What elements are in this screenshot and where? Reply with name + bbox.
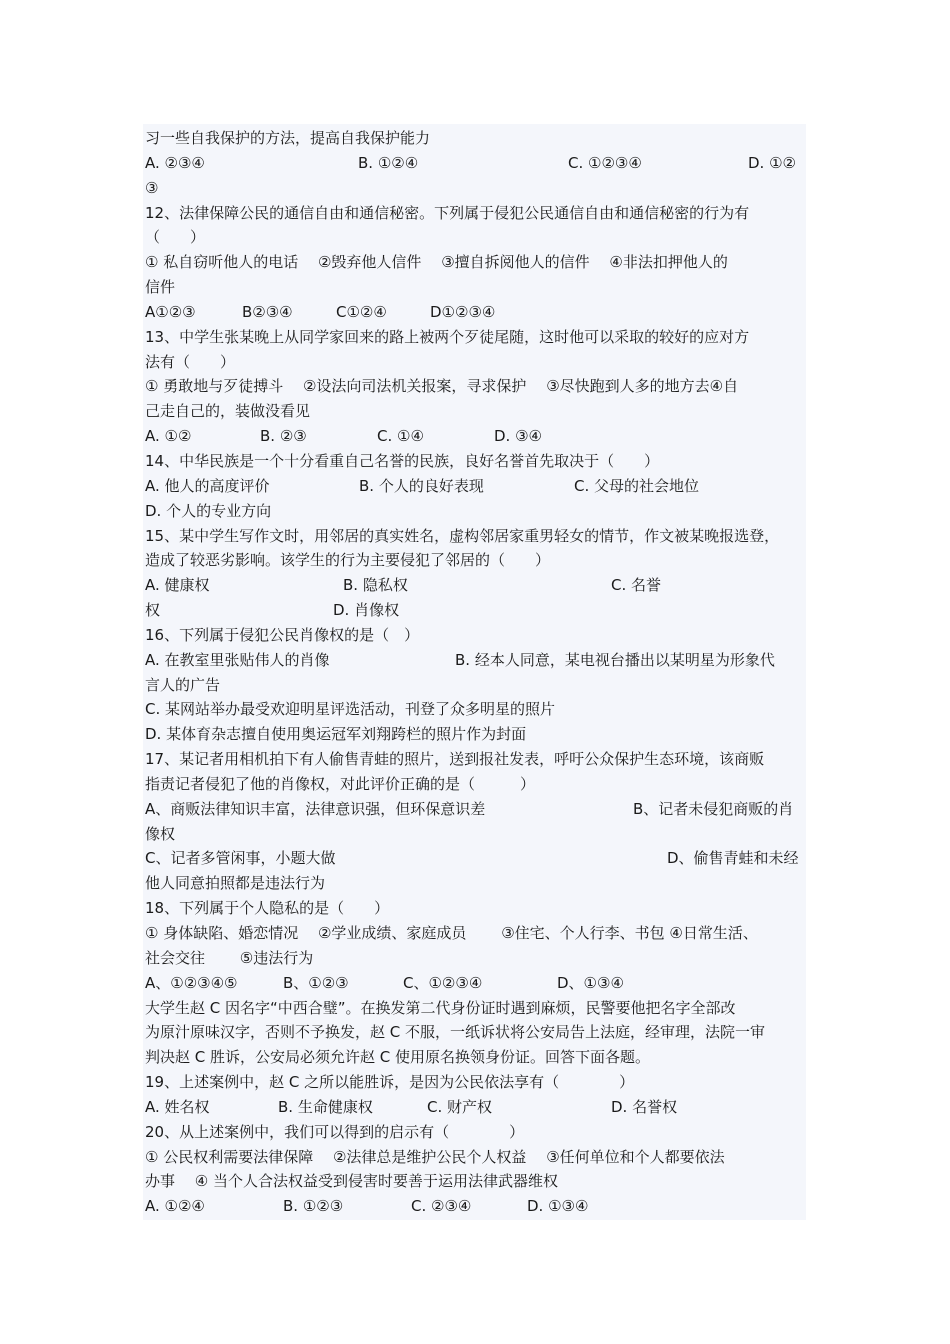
- line-text: 13、中学生张某晚上从同学家回来的路上被两个歹徒尾随，这时他可以采取的较好的应对方: [145, 327, 750, 346]
- option-text: C. ①④: [377, 427, 424, 446]
- option-text: D. ①③④: [527, 1197, 589, 1216]
- line-text: 法有（ ）: [145, 352, 236, 371]
- text-line: [145, 399, 813, 424]
- line-text: D. 个人的专业方向: [145, 501, 272, 520]
- line-text: 社会交往 ⑤违法行为: [145, 948, 314, 967]
- option-text: C. ②③④: [411, 1197, 472, 1216]
- option-text: B. 个人的良好表现: [359, 476, 484, 495]
- line-text: 信件: [145, 278, 176, 297]
- line-text: ① 私自窃听他人的电话 ②毁弃他人信件 ③擅自拆阅他人的信件 ④非法扣押他人的: [145, 253, 728, 272]
- option-text: C、①②③④: [403, 973, 483, 992]
- text-line: [145, 374, 813, 399]
- text-line: [145, 524, 813, 549]
- line-text: 14、中华民族是一个十分看重自己名誉的民族，良好名誉首先取决于（ ）: [145, 451, 660, 470]
- line-text: 言人的广告: [145, 675, 221, 694]
- line-text: C. 某网站举办最受欢迎明星评选活动，刊登了众多明星的照片: [145, 700, 556, 719]
- text-line: [145, 1020, 813, 1045]
- line-text: 15、某中学生写作文时，用邻居的真实姓名，虚构邻居家重男轻女的情节，作文被某晚报选登，: [145, 526, 780, 545]
- text-line: [145, 623, 813, 648]
- line-text: 大学生赵 C 因名字“中西合璧”。在换发第二代身份证时遇到麻烦，民警要他把名字全部改: [145, 998, 736, 1017]
- option-text: A. ②③④: [145, 153, 205, 172]
- question-text: [145, 126, 813, 1219]
- text-line: [145, 300, 813, 325]
- text-line: [145, 1194, 813, 1219]
- text-line: [145, 1120, 813, 1145]
- text-line: [145, 846, 813, 871]
- text-line: [145, 225, 813, 250]
- text-line: [145, 673, 813, 698]
- line-text: 指责记者侵犯了他的肖像权，对此评价正确的是（ ）: [145, 774, 536, 793]
- option-text: C. ①②③④: [568, 153, 642, 172]
- line-text: 20、从上述案例中，我们可以得到的启示有（ ）: [145, 1122, 525, 1141]
- option-text: B. 隐私权: [343, 576, 408, 595]
- text-line: [145, 797, 813, 822]
- text-line: [145, 499, 813, 524]
- option-text: A. 他人的高度评价: [145, 476, 270, 495]
- line-text: D. 某体育杂志擅自使用奥运冠军刘翔跨栏的照片作为封面: [145, 725, 527, 744]
- option-text: A. 姓名权: [145, 1097, 210, 1116]
- text-line: [145, 573, 813, 598]
- option-text: D、偷售青蛙和未经: [667, 849, 799, 868]
- option-text: B. ①②③: [283, 1197, 344, 1216]
- option-text: A. ①②: [145, 427, 192, 446]
- text-line: [145, 275, 813, 300]
- line-text: 16、下列属于侵犯公民肖像权的是（ ）: [145, 625, 420, 644]
- option-text: B. 经本人同意，某电视台播出以某明星为形象代: [455, 650, 775, 669]
- text-line: [145, 946, 813, 971]
- text-line: [145, 871, 813, 896]
- option-text: B、①②③: [283, 973, 349, 992]
- text-line: [145, 151, 813, 176]
- text-line: [145, 971, 813, 996]
- option-text: D. ①②: [748, 153, 796, 172]
- option-text: C. 父母的社会地位: [574, 476, 700, 495]
- option-text: B、记者未侵犯商贩的肖: [633, 799, 794, 818]
- option-text: C. 名誉: [611, 576, 662, 595]
- option-text: D. 名誉权: [611, 1097, 678, 1116]
- line-text: 判决赵 C 胜诉，公安局必须允许赵 C 使用原名换领身份证。回答下面各题。: [145, 1048, 651, 1067]
- line-text: 像权: [145, 824, 176, 843]
- text-line: [145, 1169, 813, 1194]
- text-line: [145, 921, 813, 946]
- option-text: C、记者多管闲事，小题大做: [145, 849, 336, 868]
- line-text: ① 身体缺陷、婚恋情况 ②学业成绩、家庭成员 ③住宅、个人行李、书包 ④日常生活、: [145, 924, 758, 942]
- text-line: [145, 896, 813, 921]
- option-text: A. ①②④: [145, 1197, 205, 1216]
- text-line: [145, 1145, 813, 1170]
- line-text: （ ）: [145, 228, 206, 247]
- option-text: C①②④: [336, 302, 387, 321]
- line-text: 19、上述案例中，赵 C 之所以能胜诉，是因为公民依法享有（ ）: [145, 1073, 635, 1092]
- option-text: B②③④: [242, 302, 293, 321]
- line-text: 习一些自我保护的方法，提高自我保护能力: [145, 129, 431, 147]
- text-line: [145, 1045, 813, 1070]
- text-line: [145, 126, 813, 151]
- option-text: A. 在教室里张贴伟人的肖像: [145, 650, 330, 669]
- text-line: [145, 325, 813, 350]
- option-text: D. 肖像权: [333, 601, 400, 620]
- option-text: A. 健康权: [145, 576, 210, 595]
- option-text: B. ①②④: [358, 153, 419, 172]
- option-text: A①②③: [145, 302, 196, 321]
- text-line: [145, 449, 813, 474]
- text-line: [145, 250, 813, 275]
- line-text: 造成了较恶劣影响。该学生的行为主要侵犯了邻居的（ ）: [145, 551, 551, 570]
- line-text: ① 公民权利需要法律保障 ②法律总是维护公民个人权益 ③任何单位和个人都要依法: [145, 1147, 725, 1166]
- text-line: [145, 424, 813, 449]
- option-text: B. ②③: [260, 427, 307, 446]
- option-text: B. 生命健康权: [278, 1097, 373, 1116]
- option-text: A、①②③④⑤: [145, 973, 238, 992]
- text-line: [145, 996, 813, 1021]
- option-text: A、商贩法律知识丰富，法律意识强，但环保意识差: [145, 799, 486, 818]
- option-text: D. ③④: [494, 427, 542, 446]
- text-line: [145, 548, 813, 573]
- line-text: ③: [145, 178, 159, 197]
- text-line: [145, 722, 813, 747]
- line-text: 为原汁原味汉字，否则不予换发，赵 C 不服，一纸诉状将公安局告上法庭，经审理，法院一审: [145, 1023, 766, 1042]
- text-line: [145, 648, 813, 673]
- text-line: [145, 1095, 813, 1120]
- line-text: 他人同意拍照都是违法行为: [145, 874, 326, 893]
- text-line: [145, 697, 813, 722]
- line-text: 17、某记者用相机拍下有人偷售青蛙的照片，送到报社发表，呼吁公众保护生态环境，该商贩: [145, 750, 765, 769]
- option-text: 权: [145, 601, 161, 620]
- option-text: D、①③④: [557, 973, 624, 992]
- text-line: [145, 176, 813, 201]
- line-text: ① 勇敢地与歹徒搏斗 ②设法向司法机关报案，寻求保护 ③尽快跑到人多的地方去④自: [145, 377, 739, 396]
- text-line: [145, 822, 813, 847]
- line-text: 己走自己的，装做没看见: [145, 402, 311, 421]
- line-text: 12、法律保障公民的通信自由和通信秘密。下列属于侵犯公民通信自由和通信秘密的行为有: [145, 203, 750, 222]
- option-text: D①②③④: [430, 302, 496, 321]
- option-text: C. 财产权: [427, 1097, 493, 1116]
- text-line: [145, 747, 813, 772]
- text-line: [145, 1070, 813, 1095]
- text-line: [145, 772, 813, 797]
- line-text: 办事 ④ 当个人合法权益受到侵害时要善于运用法律武器维权: [145, 1172, 558, 1191]
- text-line: [145, 350, 813, 375]
- text-line: [145, 474, 813, 499]
- line-text: 18、下列属于个人隐私的是（ ）: [145, 899, 390, 918]
- text-line: [145, 201, 813, 226]
- text-line: [145, 598, 813, 623]
